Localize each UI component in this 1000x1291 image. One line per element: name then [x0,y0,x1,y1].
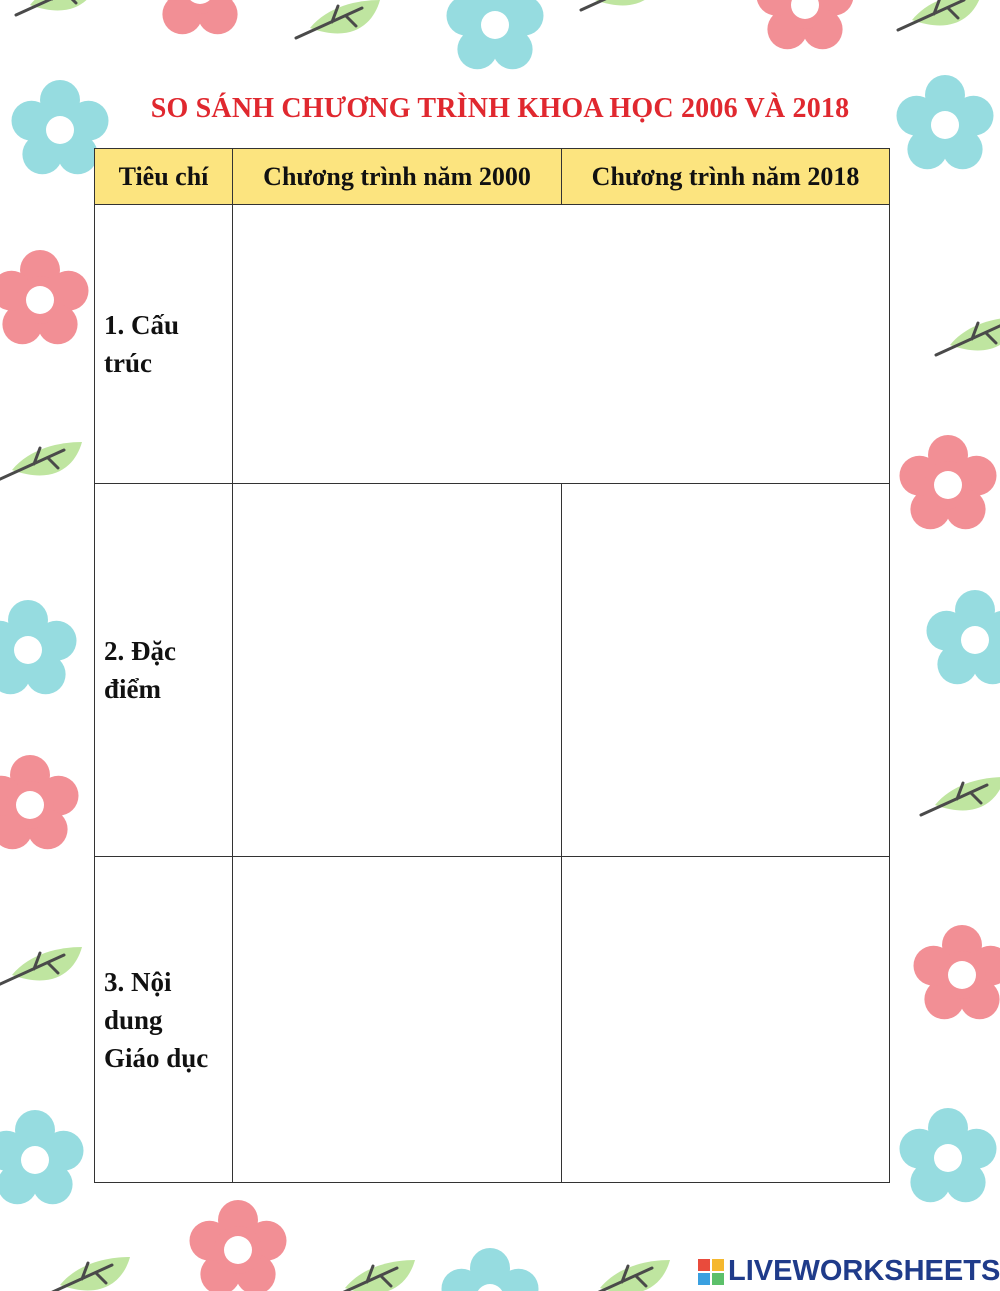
header-program-2000: Chương trình năm 2000 [232,148,562,205]
brand-name: LIVEWORKSHEETS [728,1255,1000,1287]
criteria-features [94,483,233,857]
header-program-2018: Chương trình năm 2018 [561,148,890,205]
comparison-table [94,148,890,1183]
criteria-structure [94,204,233,484]
criteria-structure-label: 1. Cấu trúc [104,310,180,378]
criteria-features-label: 2. Đặc điểm [104,636,176,704]
criteria-education-content [94,856,233,1183]
answer-features-2018[interactable] [561,483,890,857]
liveworksheets-logo [698,1255,1000,1288]
answer-structure[interactable] [232,204,890,484]
answer-content-2000[interactable] [232,856,562,1183]
worksheet-title: SO SÁNH CHƯƠNG TRÌNH KHOA HỌC 2006 VÀ 2018 [150,93,850,124]
answer-features-2000[interactable] [232,483,562,857]
criteria-education-content-label: 3. Nội dung Giáo dục [104,966,209,1073]
header-criteria: Tiêu chí [94,148,233,205]
liveworksheets-logo-icon [698,1259,724,1285]
answer-content-2018[interactable] [561,856,890,1183]
